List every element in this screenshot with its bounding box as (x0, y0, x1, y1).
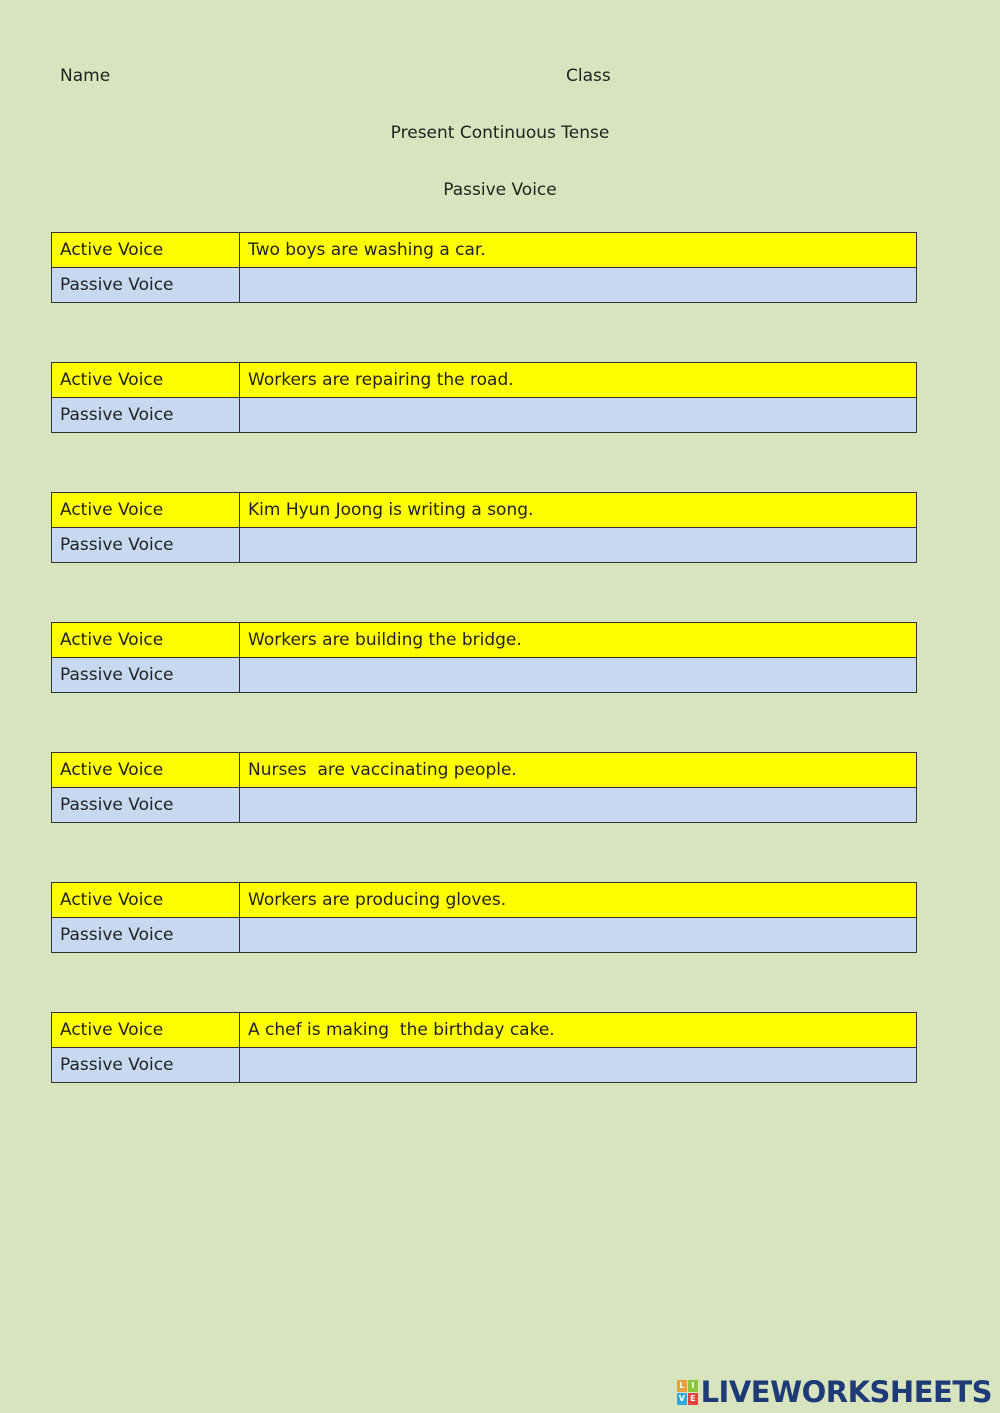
passive-voice-label: Passive Voice (52, 918, 240, 953)
passive-answer-field[interactable] (240, 918, 917, 953)
active-voice-row (52, 363, 917, 398)
class-label: Class (566, 66, 611, 86)
passive-answer-field[interactable] (240, 398, 917, 433)
logo-letter-i: I (688, 1380, 698, 1392)
passive-voice-label: Passive Voice (52, 788, 240, 823)
page-subtitle: Passive Voice (443, 180, 557, 200)
passive-voice-row (52, 658, 917, 693)
liveworksheets-logo-icon (677, 1380, 698, 1405)
active-voice-label: Active Voice (52, 493, 240, 528)
page-title: Present Continuous Tense (390, 123, 610, 143)
passive-voice-row (52, 918, 917, 953)
passive-answer-field[interactable] (240, 658, 917, 693)
active-voice-row (52, 883, 917, 918)
passive-answer-field[interactable] (240, 528, 917, 563)
exercise-table (51, 492, 917, 563)
active-voice-row (52, 233, 917, 268)
logo-letter-e: E (688, 1393, 698, 1405)
passive-voice-row (52, 268, 917, 303)
exercise-table (51, 882, 917, 953)
passive-voice-label: Passive Voice (52, 658, 240, 693)
exercise-table (51, 752, 917, 823)
active-voice-label: Active Voice (52, 753, 240, 788)
logo-letter-v: V (677, 1393, 687, 1405)
brand-wordmark: LIVEWORKSHEETS (700, 1375, 992, 1409)
active-voice-label: Active Voice (52, 1013, 240, 1048)
active-voice-label: Active Voice (52, 883, 240, 918)
active-voice-row (52, 753, 917, 788)
active-sentence: Workers are repairing the road. (240, 363, 917, 398)
active-voice-label: Active Voice (52, 233, 240, 268)
active-sentence: Workers are building the bridge. (240, 623, 917, 658)
exercise-table (51, 1012, 917, 1083)
active-sentence: Kim Hyun Joong is writing a song. (240, 493, 917, 528)
passive-answer-field[interactable] (240, 1048, 917, 1083)
passive-answer-field[interactable] (240, 268, 917, 303)
passive-voice-row (52, 1048, 917, 1083)
active-sentence: Workers are producing gloves. (240, 883, 917, 918)
passive-voice-row (52, 528, 917, 563)
passive-voice-label: Passive Voice (52, 268, 240, 303)
passive-voice-row (52, 788, 917, 823)
logo-letter-l: L (677, 1380, 687, 1392)
name-label: Name (60, 66, 111, 86)
active-sentence: A chef is making the birthday cake. (240, 1013, 917, 1048)
active-voice-label: Active Voice (52, 363, 240, 398)
exercise-table (51, 232, 917, 303)
passive-answer-field[interactable] (240, 788, 917, 823)
exercise-table (51, 622, 917, 693)
active-voice-label: Active Voice (52, 623, 240, 658)
active-sentence: Nurses are vaccinating people. (240, 753, 917, 788)
passive-voice-label: Passive Voice (52, 528, 240, 563)
passive-voice-row (52, 398, 917, 433)
active-voice-row (52, 623, 917, 658)
liveworksheets-brand (677, 1375, 992, 1409)
passive-voice-label: Passive Voice (52, 1048, 240, 1083)
active-sentence: Two boys are washing a car. (240, 233, 917, 268)
passive-voice-label: Passive Voice (52, 398, 240, 433)
active-voice-row (52, 493, 917, 528)
active-voice-row (52, 1013, 917, 1048)
exercise-table (51, 362, 917, 433)
